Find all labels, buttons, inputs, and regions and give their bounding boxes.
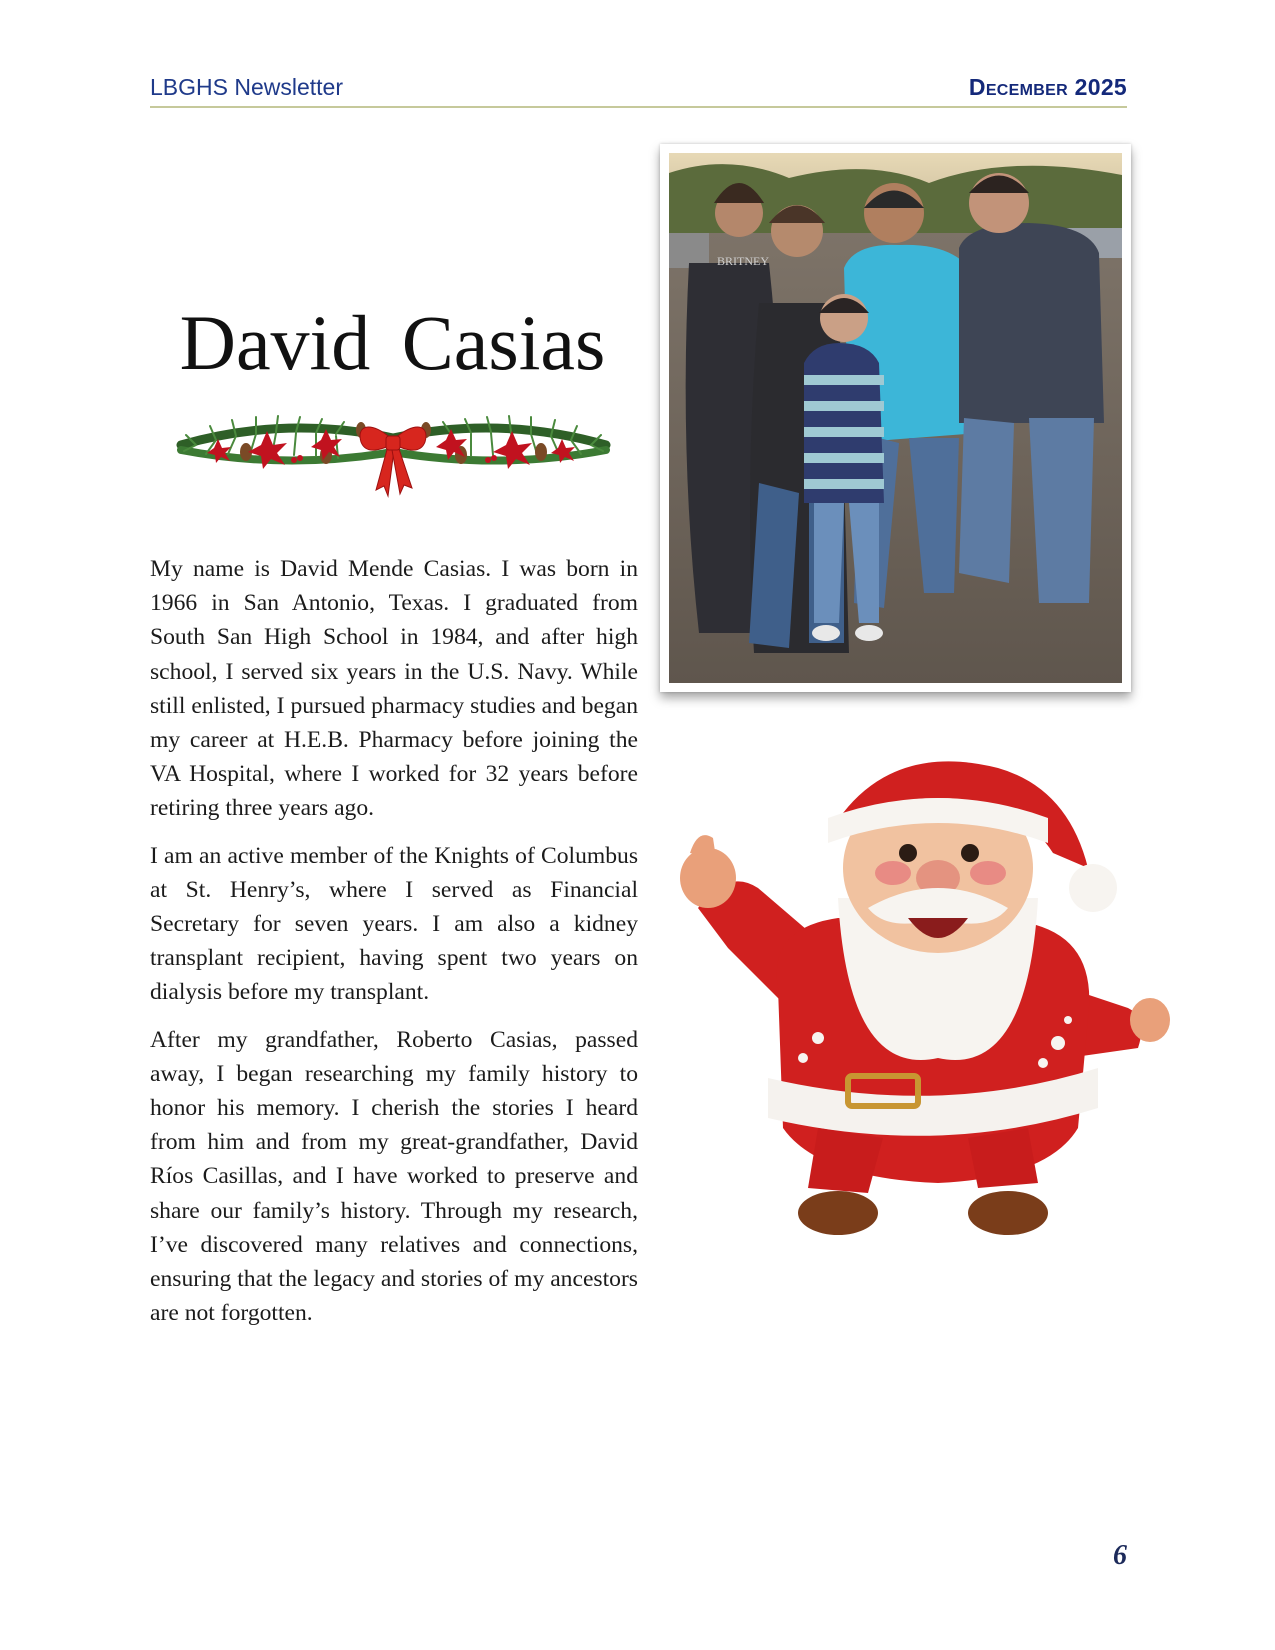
santa-claus-icon bbox=[668, 758, 1208, 1298]
article-paragraph: After my grandfather, Roberto Casias, passed away, I began researching my family history to honor his memory. I cherish the stories I heard from him and from my great-grandfather, David Ríos Casillas, and I have worked to preserve and share our family’s history. Through my research, I’ve discovered many relatives and connections, ensuring that the legacy and stories of my ancestors are not forgotten. bbox=[150, 1026, 638, 1327]
article-title: David Casias bbox=[179, 299, 606, 386]
page-number: 6 bbox=[1113, 1540, 1127, 1571]
header-divider bbox=[150, 106, 1127, 108]
family-photo bbox=[669, 153, 1122, 683]
article-paragraph: My name is David Mende Casias. I was born in 1966 in San Antonio, Texas. I graduated from South San High School in 1984, and after high school, I served six years in the U.S. Navy. While still enlisted, I pursued pharmacy studies and began my career at H.E.B. Pharmacy before joining the VA Hospital, where I worked for 32 years before retiring three years ago. bbox=[150, 556, 638, 822]
shirt-text: BRITNEY bbox=[717, 254, 769, 268]
christmas-garland-icon bbox=[176, 400, 611, 500]
issue-date: December 2025 bbox=[968, 74, 1127, 100]
photo-frame bbox=[660, 144, 1131, 692]
article-paragraph: I am an active member of the Knights of Columbus at St. Henry’s, where I served as Financial Secretary for seven years. I am also a kidney transplant recipient, having spent two years on dialysis before my transplant. bbox=[150, 842, 638, 1006]
newsletter-name: LBGHS Newsletter bbox=[150, 74, 344, 100]
article-body bbox=[150, 552, 638, 1343]
